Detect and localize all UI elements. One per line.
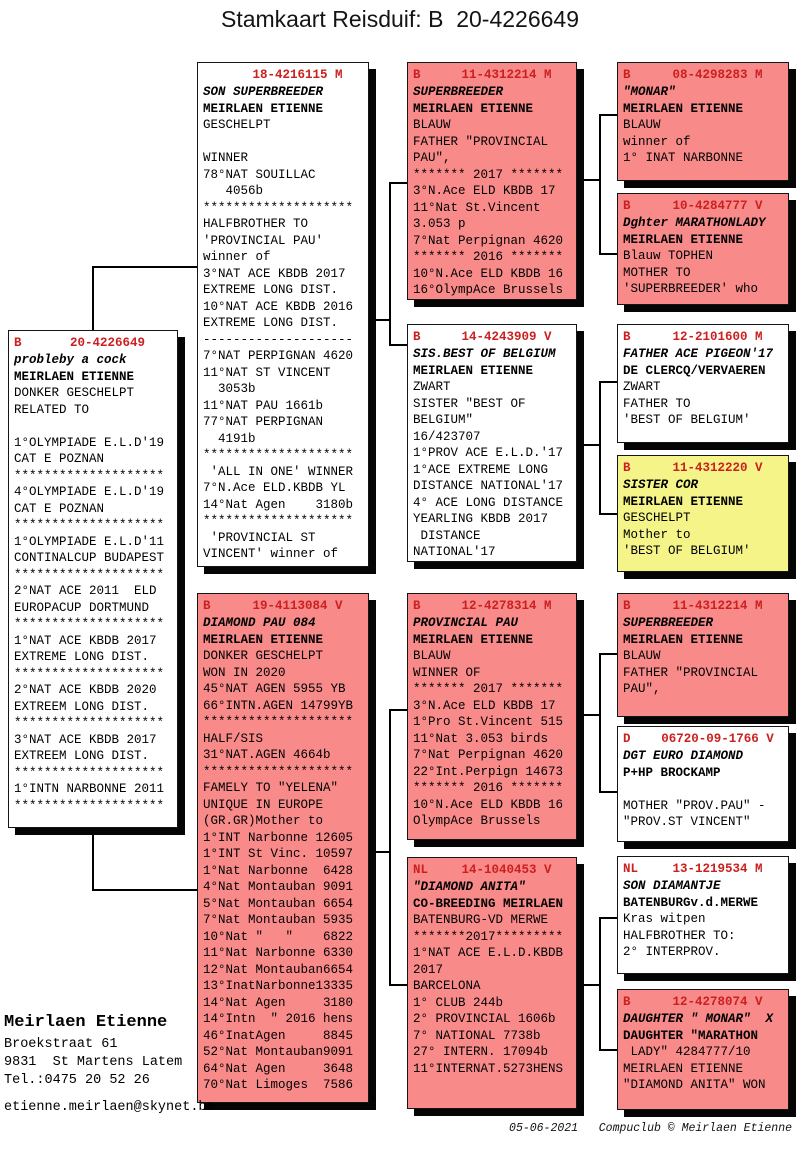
bird-details: BLAUW winner of 1° INAT NARBONNE (623, 118, 744, 165)
ring-header (623, 66, 784, 84)
ring-number: 13-1219534 M (672, 862, 763, 876)
ring-number: 18-4216115 M (252, 68, 343, 82)
country-code: B (413, 330, 421, 344)
bird-details: BLAUW FATHER "PROVINCIAL PAU", ******* 2017 ******* 3°N.Ace ELD KBDB 17 11°Nat St.Vincent 3.053 p 7°Nat Perpignan 4620 ******* 2016 ******* 10°N.Ace ELD KBDB 16 16°OlympAce Brussels (413, 118, 564, 297)
bird-details: BLAUW FATHER "PROVINCIAL PAU", (623, 649, 759, 696)
box-great-grandparent-4 (617, 455, 789, 572)
box-great-grandparent-8 (617, 989, 789, 1110)
bird-name: SUPERBREEDER (413, 85, 504, 99)
ring-number: 06720-09-1766 V (661, 732, 774, 746)
bird-owner: MEIRLAEN ETIENNE (14, 369, 135, 384)
ring-number: 11-4312214 M (672, 599, 763, 613)
bird-owner: MEIRLAEN ETIENNE (413, 632, 534, 647)
bird-details: DONKER GESCHELPT WON IN 2020 45°NAT AGEN 5955 YB 66°INTN.AGEN 14799YB ******************** HALF/SIS 31°NAT.AGEN 4664b ******************** FAMELY TO "YELENA" UNIQUE IN EUROPE (GR.GR)Mother to 1°INT Narbonne 12605 1°INT St Vinc. 10597 1°Nat Narbonne 6428 4°Nat Montauban 9091 5°Nat Montauban 6654 7°Nat Montauban 5935 10°Nat " " 6822 11°Nat Narbonne 6330 12°Nat Montauban6654 13°InatNarbonne13335 14°Nat Agen 3180 14°Intn " 2016 hens 46°InatAgen 8845 52°Nat Montauban9091 64°Nat Agen 3648 70°Nat Limoges 7586 (203, 649, 354, 1092)
ring-number: 11-4312220 V (672, 461, 763, 475)
ring-header (623, 197, 784, 215)
box-subject (8, 330, 178, 828)
owner-address-line: 9831 St Martens Latem (4, 1055, 183, 1070)
bird-details: LADY" 4284777/10 MEIRLAEN ETIENNE "DIAMOND ANITA" WON (623, 1045, 766, 1092)
country-code: B (623, 599, 631, 613)
bird-owner: DE CLERCQ/VERVAEREN (623, 363, 766, 378)
footer-credit: 05-06-2021 Compuclub © Meirlaen Etienne (509, 1122, 792, 1135)
country-code: B (623, 995, 631, 1009)
bird-details: GESCHELPT Mother to 'BEST OF BELGIUM' (623, 511, 751, 558)
bird-details: ZWART SISTER "BEST OF BELGIUM" 16/423707 1°PROV ACE E.L.D.'17 1°ACE EXTREME LONG DISTANCE NATIONAL'17 4° ACE LONG DISTANCE YEARLING KBDB 2017 DISTANCE NATIONAL'17 (413, 380, 564, 559)
owner-email: etienne.meirlaen@skynet.be (4, 1100, 215, 1115)
country-code: B (14, 336, 22, 350)
country-code: D (623, 732, 631, 746)
bird-name: DIAMOND PAU 084 (203, 616, 316, 630)
country-code: B (623, 199, 631, 213)
ring-number: 14-4243909 V (461, 330, 552, 344)
bird-owner: MEIRLAEN ETIENNE (623, 232, 744, 247)
country-code: B (623, 461, 631, 475)
box-great-grandparent-6 (617, 726, 789, 842)
box-great-grandparent-3 (617, 324, 789, 443)
ring-header (623, 730, 784, 748)
bird-name: SON DIAMANTJE (623, 879, 721, 893)
box-great-grandparent-2 (617, 193, 789, 305)
box-great-grandparent-1 (617, 62, 789, 181)
ring-header (623, 860, 784, 878)
bird-details: BLAUW WINNER OF ******* 2017 ******* 3°N.Ace ELD KBDB 17 1°Pro St.Vincent 515 11°Nat 3.053 birds 7°Nat Perpignan 4620 22°Int.Perpign 14673 ******* 2016 ******* 10°N.Ace ELD KBDB 16 OlympAce Brussels (413, 649, 564, 828)
bird-owner: P+HP BROCKAMP (623, 765, 721, 780)
bird-name: SIS.BEST OF BELGIUM (413, 347, 556, 361)
box-great-grandparent-7 (617, 856, 789, 974)
box-father (197, 62, 369, 567)
owner-contact-block (4, 1010, 215, 1115)
owner-name: Meirlaen Etienne (4, 1013, 168, 1032)
bird-owner: MEIRLAEN ETIENNE (623, 494, 744, 509)
bird-name: SUPERBREEDER (623, 616, 714, 630)
bird-name: "DIAMOND ANITA" (413, 880, 526, 894)
box-mother (197, 593, 369, 1103)
country-code: B (623, 68, 631, 82)
ring-header (413, 861, 572, 879)
bird-owner: MEIRLAEN ETIENNE (413, 101, 534, 116)
ring-header (623, 328, 784, 346)
bird-details: BATENBURG-VD MERWE *******2017********* 1°NAT ACE E.L.D.KBDB 2017 BARCELONA 1° CLUB 244b 2° PROVINCIAL 1606b 7° NATIONAL 7738b 27° INTERN. 17094b 11°INTERNAT.5273HENS (413, 913, 564, 1076)
bird-details: MOTHER "PROV.PAU" - "PROV.ST VINCENT" (623, 798, 766, 829)
ring-header (623, 597, 784, 615)
bird-name: DGT EURO DIAMOND (623, 749, 744, 763)
box-paternal-grandmother (407, 324, 577, 562)
ring-header (623, 993, 784, 1011)
bird-owner: MEIRLAEN ETIENNE (413, 363, 534, 378)
bird-details: Blauw TOPHEN MOTHER TO 'SUPERBREEDER' who (623, 249, 759, 296)
box-maternal-grandmother (407, 857, 577, 1109)
ring-number: 12-2101600 M (672, 330, 763, 344)
box-great-grandparent-5 (617, 593, 789, 717)
bird-owner: MEIRLAEN ETIENNE (203, 101, 324, 116)
ring-header (413, 328, 572, 346)
ring-number: 11-4312214 M (461, 68, 552, 82)
country-code: B (413, 599, 421, 613)
bird-name: PROVINCIAL PAU (413, 616, 519, 630)
country-code: NL (623, 862, 639, 876)
bird-owner: MEIRLAEN ETIENNE (623, 632, 744, 647)
bird-name: FATHER ACE PIGEON'17 (623, 347, 774, 361)
ring-header (203, 66, 364, 84)
ring-header (14, 334, 173, 352)
bird-owner: MEIRLAEN ETIENNE (203, 632, 324, 647)
ring-number: 12-4278074 V (672, 995, 763, 1009)
bird-details: GESCHELPT WINNER 78°NAT SOUILLAC 4056b ******************** HALFBROTHER TO 'PROVINCIAL PAU' winner of 3°NAT ACE KBDB 2017 EXTREME LONG DIST. 10°NAT ACE KBDB 2016 EXTREME LONG DIST. -------------------- 7°NAT PERPIGNAN 4620 11°NAT ST VINCENT 3053b 11°NAT PAU 1661b 77°NAT PERPIGNAN 4191b ******************** 'ALL IN ONE' WINNER 7°N.Ace ELD.KBDB YL 14°Nat Agen 3180b ******************** 'PROVINCIAL ST VINCENT' winner of (203, 118, 354, 561)
country-code: B (623, 330, 631, 344)
page-title: Stamkaart Reisduif: B 20-4226649 (221, 6, 579, 32)
bird-owner: BATENBURGv.d.MERWE (623, 895, 759, 910)
ring-number: 14-1040453 V (461, 863, 552, 877)
ring-number: 08-4298283 M (672, 68, 763, 82)
ring-number: 10-4284777 V (672, 199, 763, 213)
country-code (203, 66, 231, 84)
bird-name: "MONAR" (623, 85, 676, 99)
country-code: NL (413, 863, 429, 877)
ring-header (623, 459, 784, 477)
box-maternal-grandfather (407, 593, 577, 840)
bird-name: probleby a cock (14, 353, 127, 367)
box-paternal-grandfather (407, 62, 577, 300)
bird-owner: MEIRLAEN ETIENNE (623, 101, 744, 116)
country-code: B (203, 599, 211, 613)
ring-number: 12-4278314 M (461, 599, 552, 613)
bird-name: SON SUPERBREEDER (203, 85, 324, 99)
owner-address-line: Broekstraat 61 (4, 1037, 118, 1052)
bird-details: Kras witpen HALFBROTHER TO: 2° INTERPROV. (623, 912, 736, 959)
bird-name: SISTER COR (623, 478, 699, 492)
bird-details: DONKER GESCHELPT RELATED TO 1°OLYMPIADE E.L.D'19 CAT E POZNAN ******************** 4°OLYMPIADE E.L.D'19 CAT E POZNAN ******************** 1°OLYMPIADE E.L.D'11 CONTINALCUP BUDAPEST ******************** 2°NAT ACE 2011 ELD EUROPACUP DORTMUND ******************** 1°NAT ACE KBDB 2017 EXTREME LONG DIST. ******************** 2°NAT ACE KBDB 2020 EXTREEM LONG DIST. ******************** 3°NAT ACE KBDB 2017 EXTREEM LONG DIST. ******************** 1°INTN NARBONNE 2011 ******************** (14, 386, 165, 813)
country-code: B (413, 68, 421, 82)
owner-phone: Tel.:0475 20 52 26 (4, 1073, 150, 1088)
bird-owner: DAUGHTER "MARATHON (623, 1028, 759, 1043)
bird-name: Dghter MARATHONLADY (623, 216, 766, 230)
bird-owner: CO-BREEDING MEIRLAEN (413, 896, 564, 911)
bird-details: ZWART FATHER TO 'BEST OF BELGIUM' (623, 380, 751, 427)
ring-header (413, 597, 572, 615)
bird-name: DAUGHTER " MONAR" X (623, 1012, 774, 1026)
ring-header (203, 597, 364, 615)
ring-header (413, 66, 572, 84)
ring-number: 20-4226649 (69, 336, 145, 350)
ring-number: 19-4113084 V (252, 599, 343, 613)
